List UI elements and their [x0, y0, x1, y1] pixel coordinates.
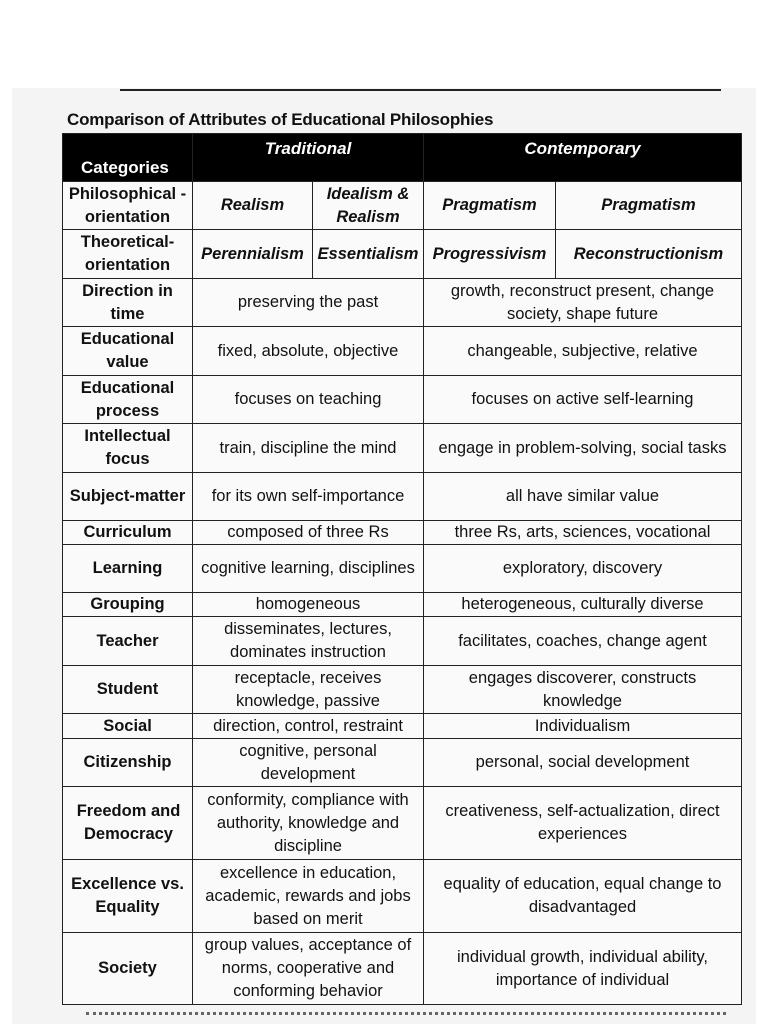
header-traditional: Traditional	[193, 134, 424, 182]
traditional-cell: train, discipline the mind	[193, 424, 424, 473]
category-cell: Curriculum	[63, 521, 193, 545]
contemporary-cell: three Rs, arts, sciences, vocational	[424, 521, 742, 545]
traditional-cell: group values, acceptance of norms, cooperative and conforming behavior	[193, 933, 424, 1005]
category-cell: Excellence vs. Equality	[63, 860, 193, 933]
table-row	[63, 521, 742, 545]
traditional-cell: conformity, compliance with authority, knowledge and discipline	[193, 787, 424, 860]
contemporary-cell: exploratory, discovery	[424, 545, 742, 593]
category-cell: Society	[63, 933, 193, 1005]
traditional-cell: excellence in education, academic, rewards and jobs based on merit	[193, 860, 424, 933]
theory-cell: Reconstructionism	[556, 230, 742, 279]
table-row	[63, 473, 742, 521]
philosophical-row	[63, 182, 742, 230]
contemporary-cell: engage in problem-solving, social tasks	[424, 424, 742, 473]
top-rule	[120, 89, 721, 91]
category-cell: Teacher	[63, 617, 193, 666]
comparison-table	[62, 133, 742, 1005]
traditional-cell: direction, control, restraint	[193, 714, 424, 739]
category-cell: Citizenship	[63, 739, 193, 787]
contemporary-cell: Individualism	[424, 714, 742, 739]
category-cell: Learning	[63, 545, 193, 593]
contemporary-cell: growth, reconstruct present, change society, shape future	[424, 279, 742, 327]
page-title: Comparison of Attributes of Educational Philosophies	[67, 110, 494, 129]
theoretical-row	[63, 230, 742, 279]
table-row	[63, 739, 742, 787]
category-cell: Grouping	[63, 593, 193, 617]
category-cell: Student	[63, 666, 193, 714]
theory-cell: Progressivism	[424, 230, 556, 279]
theory-cell: Perennialism	[193, 230, 313, 279]
contemporary-cell: creativeness, self-actualization, direct experiences	[424, 787, 742, 860]
traditional-cell: homogeneous	[193, 593, 424, 617]
contemporary-cell: focuses on active self-learning	[424, 376, 742, 424]
contemporary-cell: individual growth, individual ability, importance of individual	[424, 933, 742, 1005]
header-contemporary: Contemporary	[424, 134, 742, 182]
contemporary-cell: facilitates, coaches, change agent	[424, 617, 742, 666]
contemporary-cell: heterogeneous, culturally diverse	[424, 593, 742, 617]
category-cell: Philosophical - orientation	[63, 182, 193, 230]
contemporary-cell: equality of education, equal change to disadvantaged	[424, 860, 742, 933]
philosophy-cell: Realism	[193, 182, 313, 230]
table-row	[63, 714, 742, 739]
category-cell: Intellectual focus	[63, 424, 193, 473]
philosophy-cell: Pragmatism	[424, 182, 556, 230]
category-cell: Theoretical-orientation	[63, 230, 193, 279]
category-cell: Social	[63, 714, 193, 739]
category-cell: Freedom and Democracy	[63, 787, 193, 860]
table-row	[63, 545, 742, 593]
category-cell: Subject-matter	[63, 473, 193, 521]
category-cell: Direction in time	[63, 279, 193, 327]
header-categories: Categories	[63, 134, 193, 182]
table-row	[63, 279, 742, 327]
contemporary-cell: personal, social development	[424, 739, 742, 787]
traditional-cell: composed of three Rs	[193, 521, 424, 545]
table-row	[63, 376, 742, 424]
traditional-cell: for its own self-importance	[193, 473, 424, 521]
header-row	[63, 134, 742, 182]
table-row	[63, 933, 742, 1005]
traditional-cell: receptacle, receives knowledge, passive	[193, 666, 424, 714]
category-cell: Educational value	[63, 327, 193, 376]
category-cell: Educational process	[63, 376, 193, 424]
traditional-cell: cognitive, personal development	[193, 739, 424, 787]
traditional-cell: cognitive learning, disciplines	[193, 545, 424, 593]
table-row	[63, 327, 742, 376]
contemporary-cell: engages discoverer, constructs knowledge	[424, 666, 742, 714]
traditional-cell: fixed, absolute, objective	[193, 327, 424, 376]
table-row	[63, 424, 742, 473]
philosophy-cell: Pragmatism	[556, 182, 742, 230]
contemporary-cell: changeable, subjective, relative	[424, 327, 742, 376]
traditional-cell: preserving the past	[193, 279, 424, 327]
table-row	[63, 787, 742, 860]
contemporary-cell: all have similar value	[424, 473, 742, 521]
theory-cell: Essentialism	[313, 230, 424, 279]
philosophy-cell: Idealism & Realism	[313, 182, 424, 230]
footnote-line	[86, 1012, 726, 1019]
table-row	[63, 593, 742, 617]
traditional-cell: focuses on teaching	[193, 376, 424, 424]
table-row	[63, 666, 742, 714]
table-row	[63, 617, 742, 666]
table-row	[63, 860, 742, 933]
traditional-cell: disseminates, lectures, dominates instruction	[193, 617, 424, 666]
